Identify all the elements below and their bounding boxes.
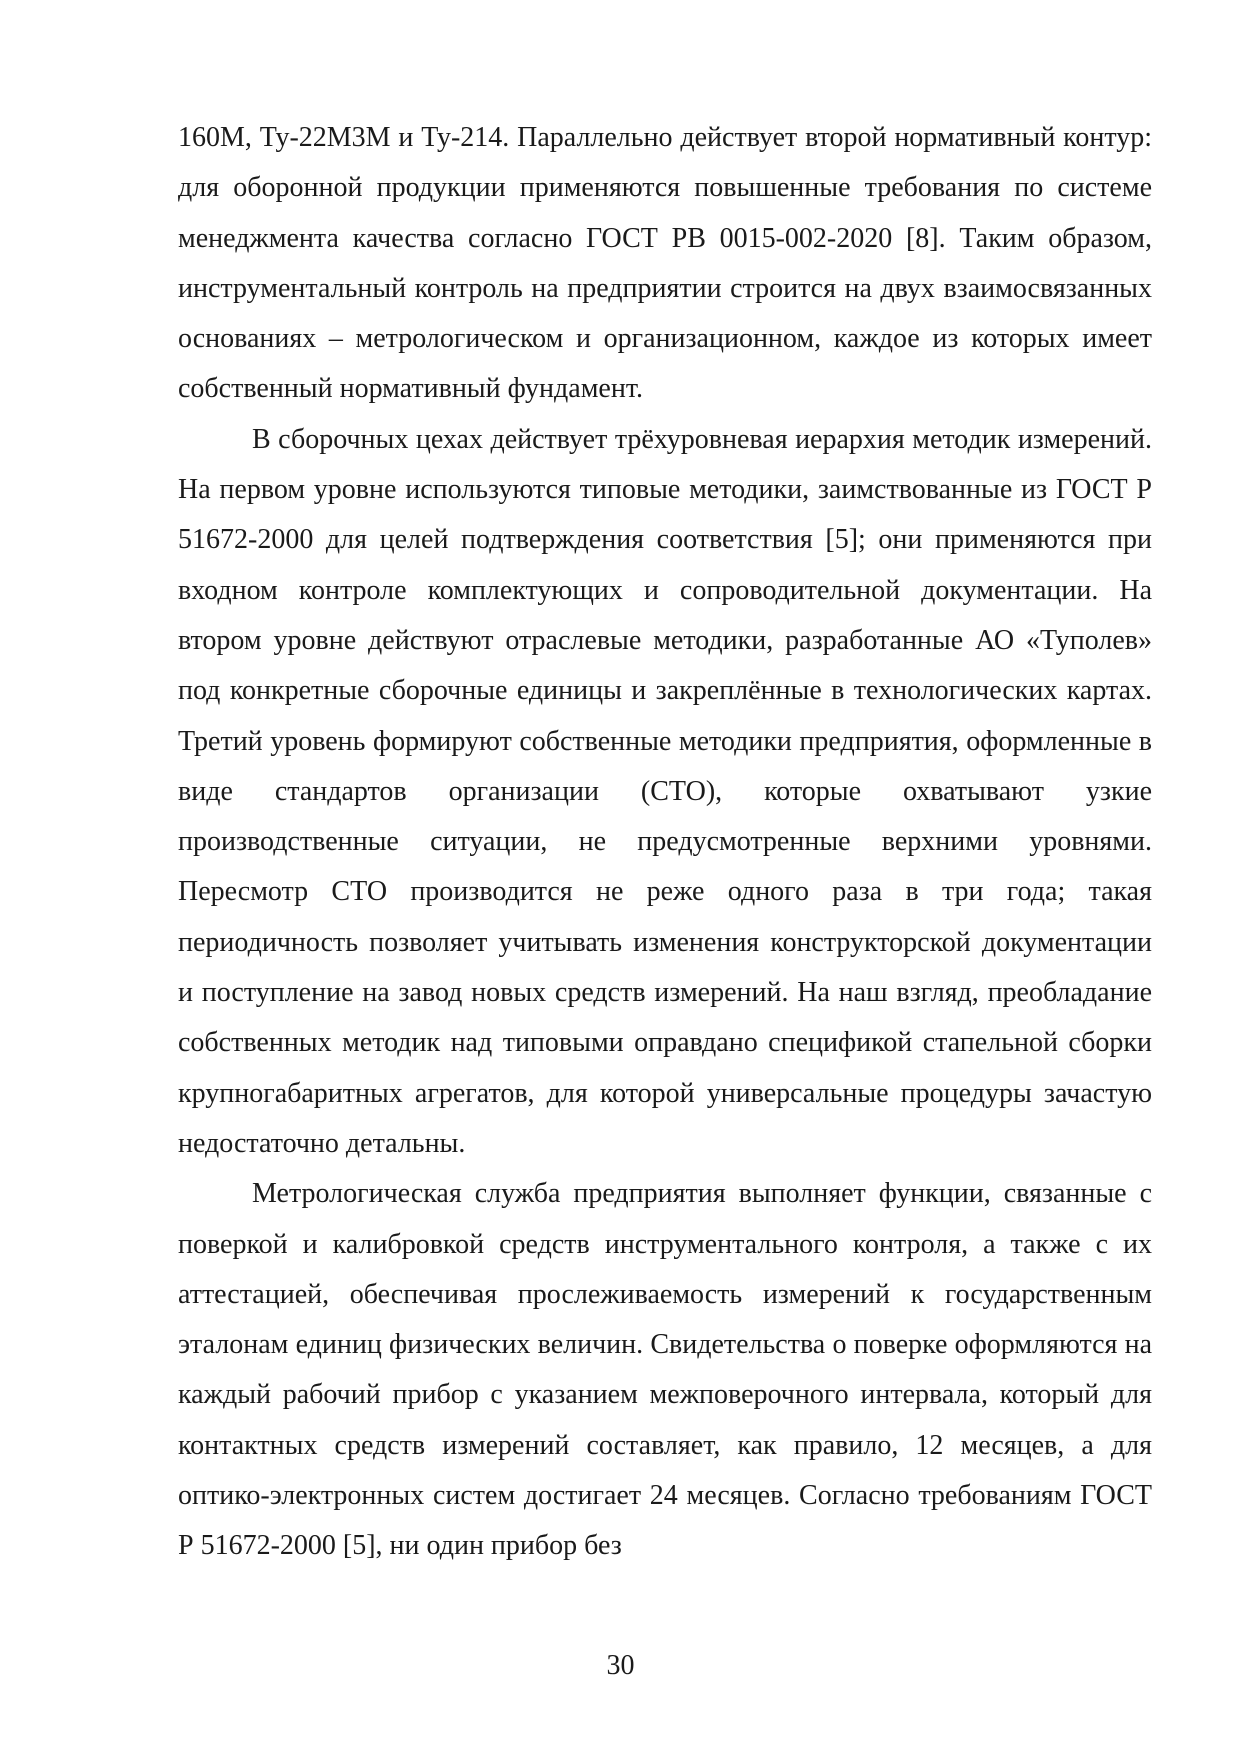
paragraph-3: Метрологическая служба предприятия выполняет функции, связанные с поверкой и калибровкой средств инструментального контроля, а также с их аттестацией, обеспечивая прослеживаемость измерений к государственным эталонам единиц физических величин. Свидетельства о поверке оформляются на каждый рабочий прибор с указанием межповерочного интервала, который для контактных средств измерений составляет, как правило, 12 месяцев, а для оптико-электронных систем достигает 24 месяцев. Согласно требованиям ГОСТ Р 51672-2000 [5], ни один прибор без [178,1178,1152,1562]
document-body [178,113,1152,1572]
paragraph-2: В сборочных цехах действует трёхуровневая иерархия методик измерений. На первом уровне используются типовые методики, заимствованные из ГОСТ Р 51672-2000 для целей подтверждения соответствия [5]; они применяются при входном контроле комплектующих и сопроводительной документации. На втором уровне действуют отраслевые методики, разработанные АО «Туполев» под конкретные сборочные единицы и закреплённые в технологических картах. Третий уровень формируют собственные методики предприятия, оформленные в виде стандартов организации (СТО), которые охватывают узкие производственные ситуации, не предусмотренные верхними уровнями. Пересмотр СТО производится не реже одного раза в три года; такая периодичность позволяет учитывать изменения конструкторской документации и поступление на завод новых средств измерений. На наш взгляд, преобладание собственных методик над типовыми оправдано спецификой стапельной сборки крупногабаритных агрегатов, для которой универсальные процедуры зачастую недостаточно детальны. [178,423,1152,1159]
paragraph-1: 160М, Ту-22М3М и Ту-214. Параллельно действует второй нормативный контур: для оборонной продукции применяются повышенные требования по системе менеджмента качества согласно ГОСТ РВ 0015-002-2020 [8]. Таким образом, инструментальный контроль на предприятии строится на двух взаимосвязанных основаниях – метрологическом и организационном, каждое из которых имеет собственный нормативный фундамент. [178,122,1152,405]
page-number: 30 [606,1650,635,1681]
